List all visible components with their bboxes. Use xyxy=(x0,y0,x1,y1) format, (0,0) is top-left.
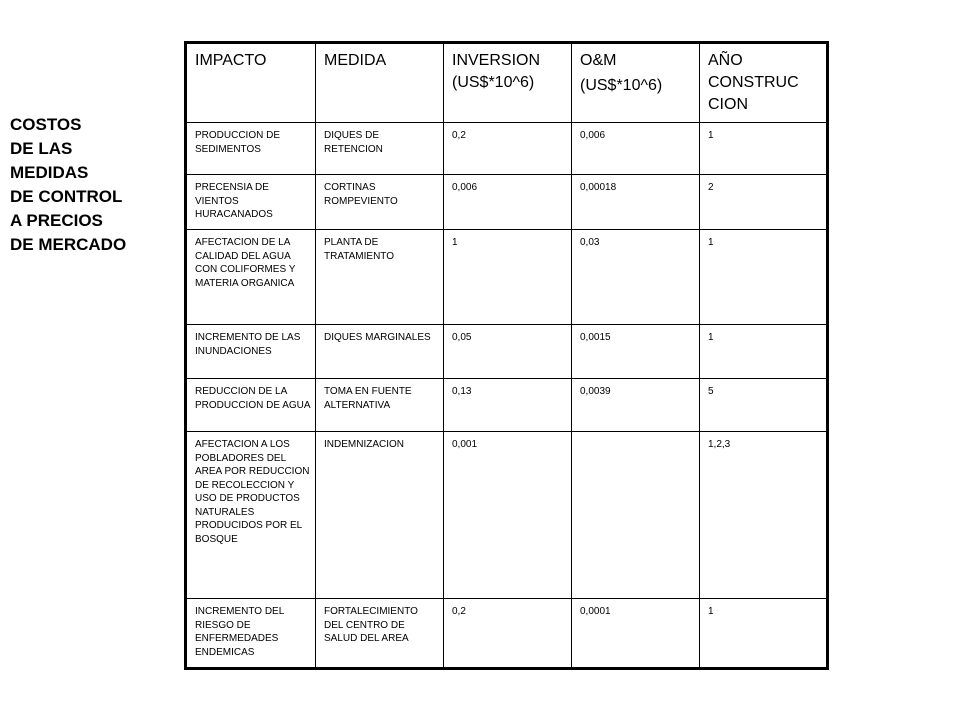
cell-impacto: PRODUCCION DE SEDIMENTOS xyxy=(186,123,316,175)
cost-table xyxy=(184,41,829,670)
cell-om xyxy=(572,432,700,599)
header-label: AÑO xyxy=(708,52,743,69)
cell-impacto: INCREMENTO DEL RIESGO DE ENFERMEDADES ENDEMICAS xyxy=(186,599,316,669)
header-medida xyxy=(316,43,444,123)
cell-om: 0,0001 xyxy=(572,599,700,669)
table-row xyxy=(186,432,828,599)
cell-anio: 1 xyxy=(700,325,828,379)
title-line: MEDIDAS xyxy=(10,163,89,182)
header-label: O&M xyxy=(580,52,617,69)
cell-anio: 1 xyxy=(700,599,828,669)
table-row xyxy=(186,599,828,669)
cell-om: 0,006 xyxy=(572,123,700,175)
header-label: CONSTRUC xyxy=(708,74,799,91)
cell-medida: TOMA EN FUENTE ALTERNATIVA xyxy=(316,379,444,432)
table-row xyxy=(186,325,828,379)
cell-inversion: 0,2 xyxy=(444,599,572,669)
cell-om: 0,0039 xyxy=(572,379,700,432)
page-title xyxy=(10,113,175,257)
header-label: INVERSION xyxy=(452,52,541,69)
cell-medida: FORTALECIMIENTO DEL CENTRO DE SALUD DEL AREA xyxy=(316,599,444,669)
title-line: A PRECIOS xyxy=(10,211,103,230)
cell-inversion: 0,2 xyxy=(444,123,572,175)
cell-anio: 1 xyxy=(700,230,828,325)
cell-inversion: 0,001 xyxy=(444,432,572,599)
table-row xyxy=(186,175,828,230)
cell-impacto: REDUCCION DE LA PRODUCCION DE AGUA xyxy=(186,379,316,432)
cell-anio: 2 xyxy=(700,175,828,230)
cell-medida: DIQUES MARGINALES xyxy=(316,325,444,379)
header-impacto xyxy=(186,43,316,123)
title-line: COSTOS xyxy=(10,115,82,134)
cell-anio: 1 xyxy=(700,123,828,175)
header-label: MEDIDA xyxy=(324,52,387,69)
title-line: DE CONTROL xyxy=(10,187,123,206)
header-anio-construccion xyxy=(700,43,828,123)
table-row xyxy=(186,379,828,432)
header-unit: (US$*10^6) xyxy=(580,77,663,94)
cell-anio: 5 xyxy=(700,379,828,432)
header-inversion xyxy=(444,43,572,123)
header-label: CION xyxy=(708,96,748,113)
title-line: DE LAS xyxy=(10,139,73,158)
header-label: IMPACTO xyxy=(195,52,267,69)
table-row xyxy=(186,230,828,325)
cell-inversion: 0,05 xyxy=(444,325,572,379)
cell-impacto: PRECENSIA DE VIENTOS HURACANADOS xyxy=(186,175,316,230)
cell-inversion: 1 xyxy=(444,230,572,325)
cell-inversion: 0,13 xyxy=(444,379,572,432)
cell-impacto: INCREMENTO DE LAS INUNDACIONES xyxy=(186,325,316,379)
cell-medida: DIQUES DE RETENCION xyxy=(316,123,444,175)
cell-om: 0,00018 xyxy=(572,175,700,230)
cell-om: 0,03 xyxy=(572,230,700,325)
cell-anio: 1,2,3 xyxy=(700,432,828,599)
cell-medida: PLANTA DE TRATAMIENTO xyxy=(316,230,444,325)
header-om xyxy=(572,43,700,123)
header-row xyxy=(186,43,828,123)
title-line: DE MERCADO xyxy=(10,235,127,254)
cell-inversion: 0,006 xyxy=(444,175,572,230)
cell-impacto: AFECTACION DE LA CALIDAD DEL AGUA CON COLIFORMES Y MATERIA ORGANICA xyxy=(186,230,316,325)
cell-medida: INDEMNIZACION xyxy=(316,432,444,599)
cell-impacto: AFECTACION A LOS POBLADORES DEL AREA POR REDUCCION DE RECOLECCION Y USO DE PRODUCTOS NATURALES PRODUCIDOS POR EL BOSQUE xyxy=(186,432,316,599)
header-unit: (US$*10^6) xyxy=(452,74,535,91)
cell-medida: CORTINAS ROMPEVIENTO xyxy=(316,175,444,230)
cell-om: 0,0015 xyxy=(572,325,700,379)
table-row xyxy=(186,123,828,175)
